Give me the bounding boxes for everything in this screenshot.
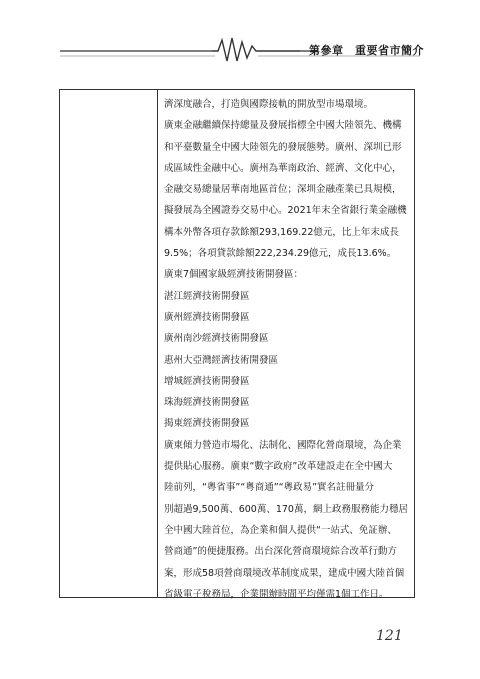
list-item: 廣州經濟技術開發區 [164,311,250,323]
list-item: 惠州大亞灣經濟技術開發區 [164,354,279,366]
list-item: 湛江經濟技術開發區 [164,290,250,302]
list-item: 廣州南沙經濟技術開發區 [164,333,269,345]
text-line: 9.5%；各項貸款餘額222,234.29億元，成長13.6%。 [164,248,397,260]
content-table [59,89,415,598]
list-item: 珠海經濟技術開發區 [164,397,250,409]
text-line: 和平臺數量全中國大陸領先的發展態勢。廣州、深圳已形 [164,141,402,153]
text-line: 廣東金融繼續保持總量及發展指標全中國大陸領先、機構 [164,120,402,132]
text-line: 構本外幣各項存款餘額293,169.22億元，比上年末成長 [164,226,399,238]
text-line: 金融交易總量居華南地區首位；深圳金融產業已具規模， [164,184,402,196]
text-line: 廣東7個國家級經濟技術開發區： [164,269,304,281]
text-line: 陸前列，“粵省事”“粵商通”“粵政易”實名註冊量分 [164,482,375,494]
text-line: 別超過9,500萬、600萬、170萬，網上政務服務能力穩居 [164,503,408,515]
text-line: 全中國大陸首位，為企業和個人提供“一站式、免証辦、 [164,524,397,536]
text-line: 廣東傾力營造市場化、法制化、國際化營商環境，為企業 [164,439,402,451]
text-line: 案，形成58項營商環境改革制度成果，建成中國大陸首個 [164,567,405,579]
text-line: 提供貼心服務。廣東“數字政府”改革建設走在全中國大 [164,461,393,473]
text-line: 濟深度融合，打造與國際接軌的開放型市場環境。 [164,99,374,110]
text-line: 擬發展為全國證券交易中心。2021年末全省銀行業金融機 [164,205,407,217]
page-header [0,34,480,64]
text-line: 營商通”的便捷服務。出台深化營商環境綜合改革行動方 [164,546,397,558]
chapter-title: 第參章 重要省市簡介 [309,44,424,57]
list-item: 增城經濟技術開發區 [164,375,250,387]
table-left-column [60,90,158,597]
table-right-column [158,90,414,600]
page-number: 121 [376,628,403,644]
text-line: 成區域性金融中心。廣州為華南政治、經濟、文化中心， [164,162,402,174]
list-item: 揭東經濟技術開發區 [164,418,250,430]
text-line: 省級電子稅務局，企業開辦時間平均僅需1個工作日。 [164,588,389,600]
